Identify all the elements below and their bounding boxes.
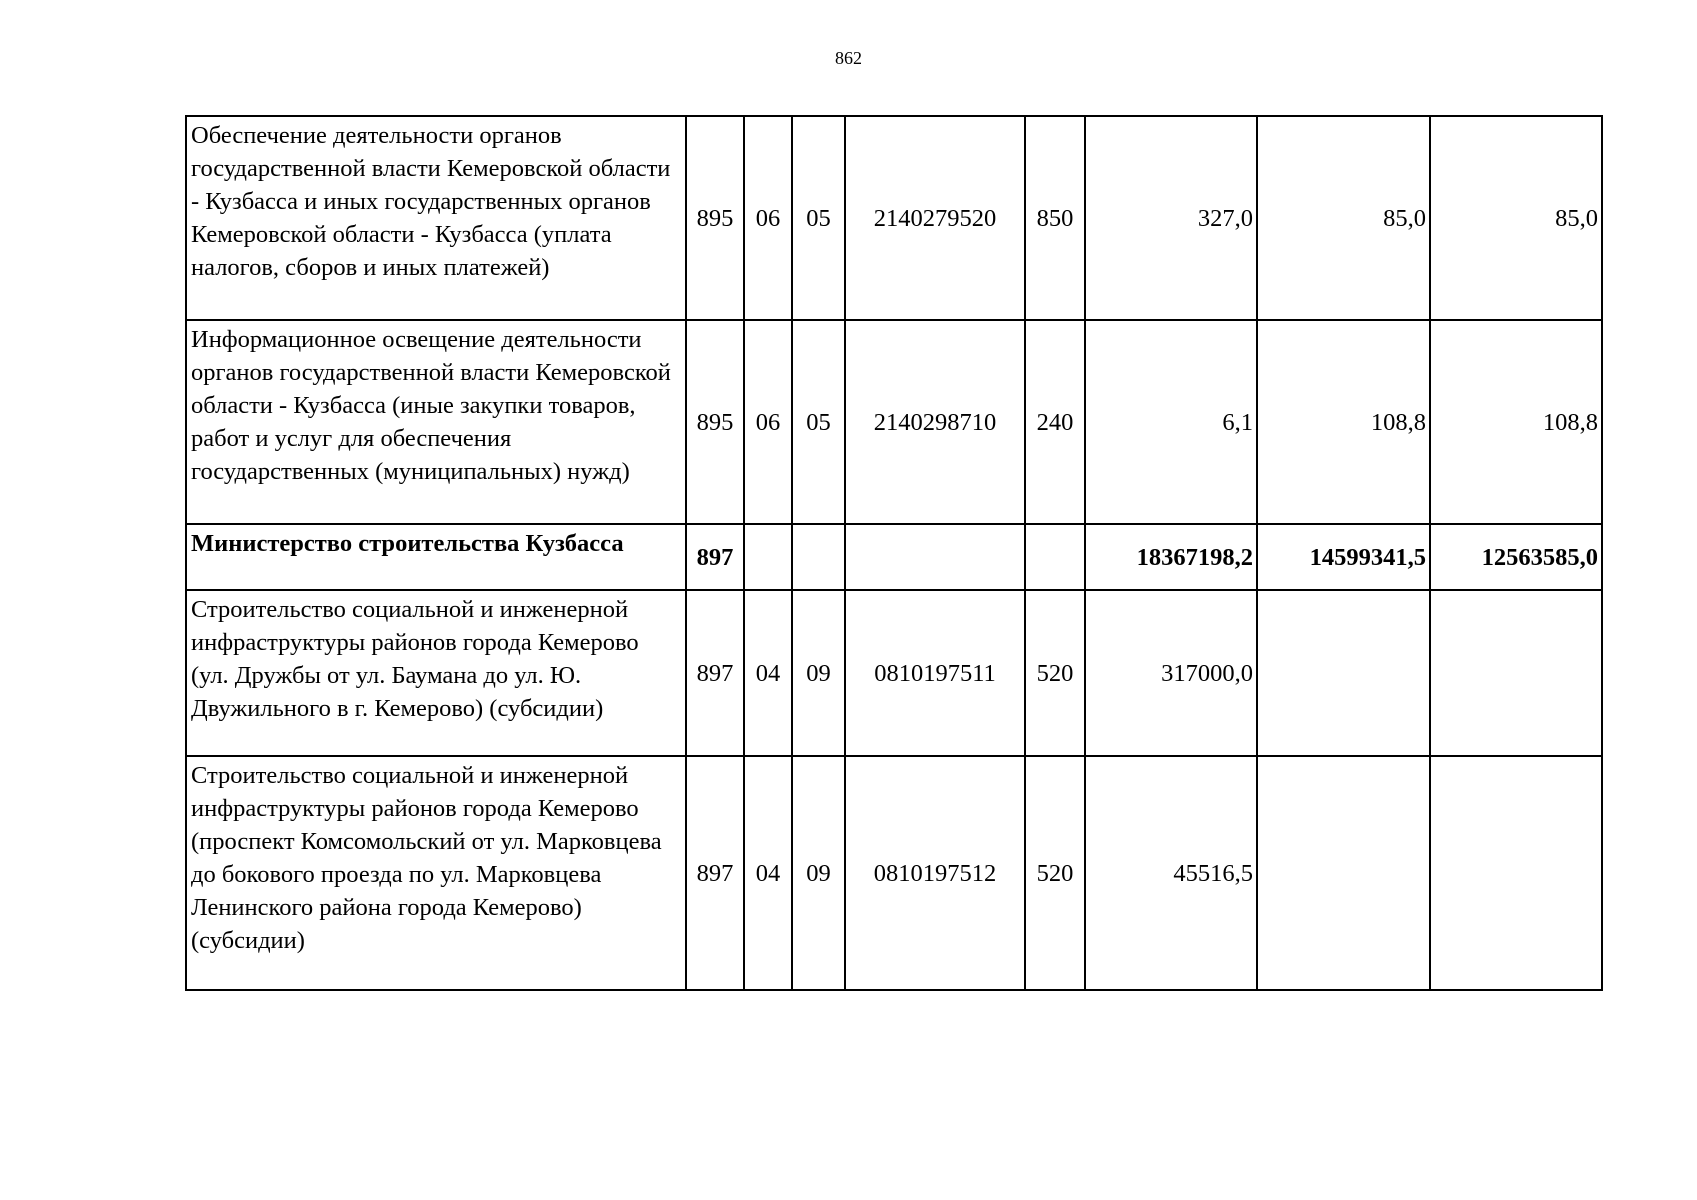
page-number: 862: [835, 48, 862, 68]
amount-3: 12563585,0: [1430, 524, 1602, 590]
amount-2: 14599341,5: [1257, 524, 1430, 590]
target-code: 0810197512: [845, 756, 1025, 990]
subsection-code: 09: [792, 756, 845, 990]
table-row: [186, 524, 1602, 590]
ministry-code: 897: [686, 524, 744, 590]
ministry-code: 895: [686, 320, 744, 524]
subsection-code: 05: [792, 116, 845, 320]
target-code: 2140279520: [845, 116, 1025, 320]
expense-type-code: 520: [1025, 590, 1085, 756]
amount-2: 108,8: [1257, 320, 1430, 524]
table-row: [186, 756, 1602, 990]
ministry-code: 897: [686, 756, 744, 990]
target-code: 0810197511: [845, 590, 1025, 756]
section-code: 06: [744, 320, 792, 524]
row-name: Министерство строительства Кузбасса: [186, 524, 686, 590]
row-name: Строительство социальной и инженерной инфраструктуры районов города Кемерово (проспект Комсомольский от ул. Марковцева до бокового проезда по ул. Марковцева Ленинского района города Кемерово) (субсидии): [186, 756, 686, 990]
table-row: [186, 590, 1602, 756]
section-code: 04: [744, 756, 792, 990]
amount-2: [1257, 756, 1430, 990]
amount-1: 18367198,2: [1085, 524, 1257, 590]
row-name: Строительство социальной и инженерной инфраструктуры районов города Кемерово (ул. Дружбы от ул. Баумана до ул. Ю. Двужильного в г. Кемерово) (субсидии): [186, 590, 686, 756]
row-name: Информационное освещение деятельности органов государственной власти Кемеровской области - Кузбасса (иные закупки товаров, работ и услуг для обеспечения государственных (муниципальных) нужд): [186, 320, 686, 524]
amount-3: [1430, 590, 1602, 756]
row-name: Обеспечение деятельности органов государственной власти Кемеровской области - Кузбасса и иных государственных органов Кемеровской области - Кузбасса (уплата налогов, сборов и иных платежей): [186, 116, 686, 320]
expense-type-code: 850: [1025, 116, 1085, 320]
ministry-code: 897: [686, 590, 744, 756]
budget-table: [185, 115, 1603, 991]
amount-3: [1430, 756, 1602, 990]
amount-2: 85,0: [1257, 116, 1430, 320]
amount-1: 317000,0: [1085, 590, 1257, 756]
table-row: [186, 116, 1602, 320]
amount-2: [1257, 590, 1430, 756]
amount-1: 327,0: [1085, 116, 1257, 320]
amount-3: 85,0: [1430, 116, 1602, 320]
section-code: 04: [744, 590, 792, 756]
table-row: [186, 320, 1602, 524]
amount-1: 6,1: [1085, 320, 1257, 524]
ministry-code: 895: [686, 116, 744, 320]
subsection-code: 05: [792, 320, 845, 524]
section-code: 06: [744, 116, 792, 320]
target-code: 2140298710: [845, 320, 1025, 524]
subsection-code: [792, 524, 845, 590]
subsection-code: 09: [792, 590, 845, 756]
expense-type-code: 240: [1025, 320, 1085, 524]
amount-1: 45516,5: [1085, 756, 1257, 990]
amount-3: 108,8: [1430, 320, 1602, 524]
section-code: [744, 524, 792, 590]
target-code: [845, 524, 1025, 590]
expense-type-code: 520: [1025, 756, 1085, 990]
expense-type-code: [1025, 524, 1085, 590]
